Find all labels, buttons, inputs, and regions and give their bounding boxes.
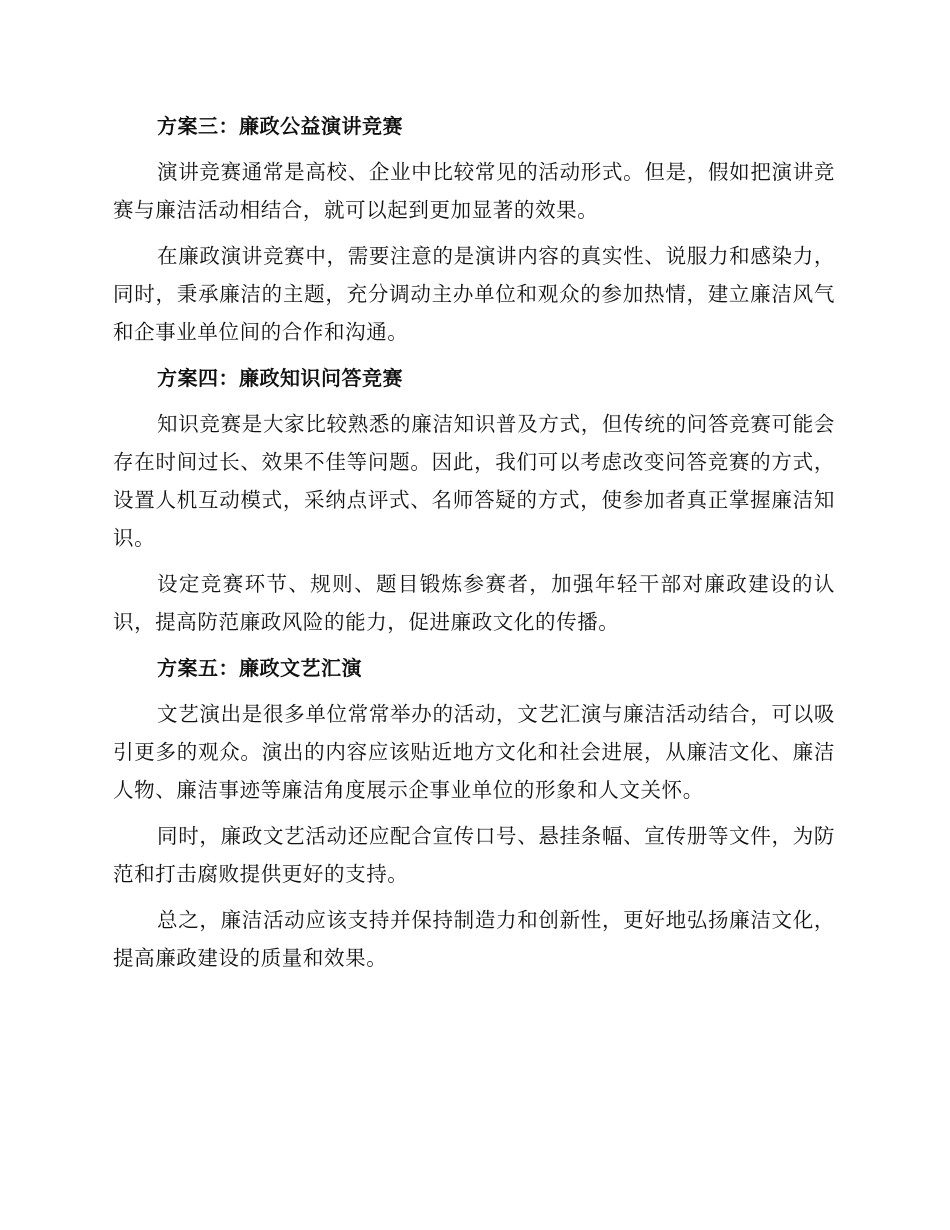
paragraph: 在廉政演讲竞赛中，需要注意的是演讲内容的真实性、说服力和感染力，同时，秉承廉洁的主题，充分调动主办单位和观众的参加热情，建立廉洁风气和企事业单位间的合作和沟通。	[113, 244, 835, 344]
document-body	[113, 107, 835, 985]
paragraph: 同时，廉政文艺活动还应配合宣传口号、悬挂条幅、宣传册等文件，为防范和打击腐败提供更好的支持。	[113, 824, 835, 886]
paragraph-conclusion: 总之，廉洁活动应该支持并保持制造力和创新性，更好地弘扬廉洁文化，提高廉政建设的质量和效果。	[113, 908, 835, 970]
section-heading-plan-5: 方案五：廉政文艺汇演	[157, 656, 362, 680]
section-heading-plan-3: 方案三：廉政公益演讲竞赛	[157, 114, 403, 138]
paragraph: 演讲竞赛通常是高校、企业中比较常见的活动形式。但是，假如把演讲竞赛与廉洁活动相结合，就可以起到更加显著的效果。	[113, 160, 835, 222]
paragraph: 设定竞赛环节、规则、题目锻炼参赛者，加强年轻干部对廉政建设的认识，提高防范廉政风险的能力，促进廉政文化的传播。	[113, 572, 835, 634]
paragraph: 文艺演出是很多单位常常举办的活动，文艺汇演与廉洁活动结合，可以吸引更多的观众。演出的内容应该贴近地方文化和社会进展，从廉洁文化、廉洁人物、廉洁事迹等廉洁角度展示企事业单位的形象和人文关怀。	[113, 702, 835, 802]
paragraph: 知识竞赛是大家比较熟悉的廉洁知识普及方式，但传统的问答竞赛可能会存在时间过长、效果不佳等问题。因此，我们可以考虑改变问答竞赛的方式，设置人机互动模式，采纳点评式、名师答疑的方式，使参加者真正掌握廉洁知识。	[113, 412, 835, 550]
section-heading-plan-4: 方案四：廉政知识问答竞赛	[157, 366, 403, 390]
